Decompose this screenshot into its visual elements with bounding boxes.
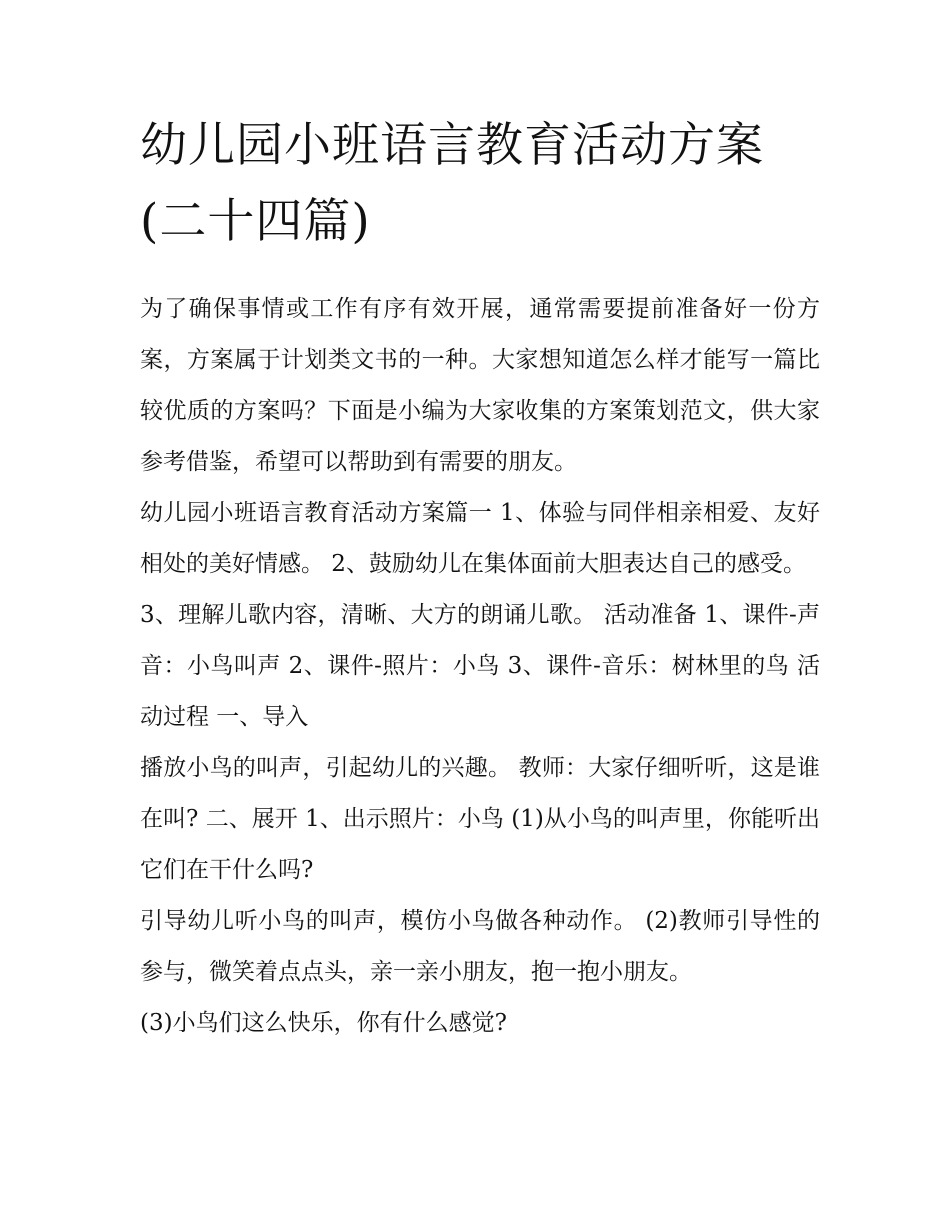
paragraph-intro: 为了确保事情或工作有序有效开展，通常需要提前准备好一份方案，方案属于计划类文书的一种。大家想知道怎么样才能写一篇比较优质的方案吗？下面是小编为大家收集的方案策划范文，供大家参考借鉴，希望可以帮助到有需要的朋友。 xyxy=(140,296,820,475)
paragraph-question: (3)小鸟们这么快乐，你有什么感觉? xyxy=(140,1010,507,1036)
document-title: 幼儿园小班语言教育活动方案(二十四篇) xyxy=(140,118,764,249)
paragraph-introduction-step: 播放小鸟的叫声，引起幼儿的兴趣。 教师：大家仔细听听，这是谁在叫? 二、展开 1、出示照片：小鸟 (1)从小鸟的叫声里，你能听出它们在干什么吗? xyxy=(140,755,820,883)
paragraph-guidance: 引导幼儿听小鸟的叫声，模仿小鸟做各种动作。 (2)教师引导性的参与，微笑着点点头，亲一亲小朋友，抱一抱小朋友。 xyxy=(140,908,820,985)
paragraph-goals: 幼儿园小班语言教育活动方案篇一 1、体验与同伴相亲相爱、友好相处的美好情感。 2、鼓励幼儿在集体面前大胆表达自己的感受。 xyxy=(140,500,820,577)
paragraph-preparation: 3、理解儿歌内容，清晰、大方的朗诵儿歌。 活动准备 1、课件-声音：小鸟叫声 2、课件-照片：小鸟 3、课件-音乐：树林里的鸟 活动过程 一、导入 xyxy=(140,602,820,730)
document-page xyxy=(140,108,820,1049)
